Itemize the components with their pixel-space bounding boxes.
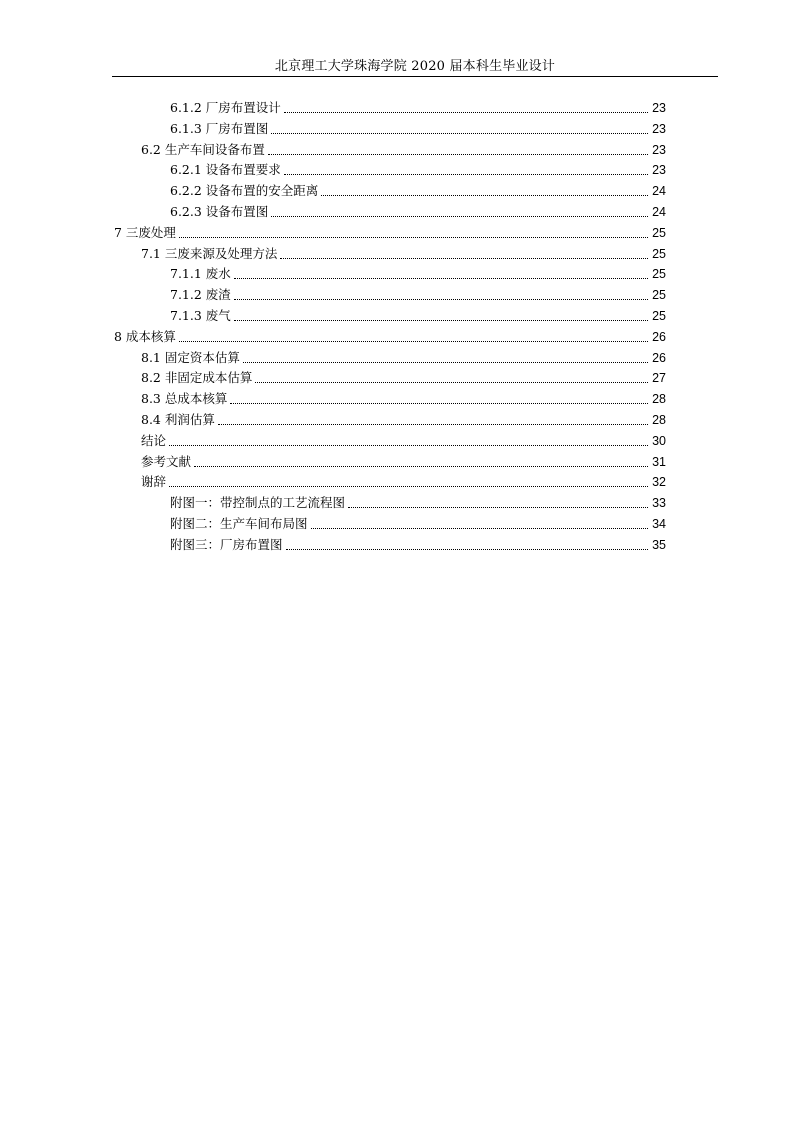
toc-entry-page-number: 23 [652,121,666,136]
toc-dot-leader [169,485,648,487]
toc-dot-leader [179,236,648,238]
toc-entry-page-number: 25 [652,309,666,323]
toc-entry-title: 6.2.2 设备布置的安全距离 [170,183,319,199]
toc-entry-page-number: 35 [652,537,666,552]
toc-entry-title: 结论 [141,432,167,448]
toc-entry-title: 7.1 三废来源及处理方法 [141,245,278,261]
toc-entry-title: 8.4 利润估算 [141,412,215,427]
toc-dot-leader [268,153,648,155]
toc-dot-leader [194,465,648,467]
toc-entry[interactable] [141,429,666,449]
toc-entry-page-number: 28 [652,392,666,407]
toc-entry-page-number: 32 [652,475,666,490]
toc-entry-title: 6.1.3 厂房布置图 [170,120,269,136]
toc-entry-page-number: 33 [652,496,666,511]
toc-entry[interactable] [114,221,666,241]
toc-entry[interactable] [170,512,666,532]
toc-entry[interactable] [114,325,666,345]
toc-entry-page-number: 23 [652,101,666,115]
toc-entry[interactable] [141,242,666,262]
toc-entry[interactable] [141,470,666,490]
toc-entry[interactable] [141,450,666,470]
toc-entry-title: 6.2.1 设备布置要求 [170,162,281,178]
toc-entry[interactable] [170,304,666,324]
toc-entry[interactable] [170,96,666,116]
running-header: 北京理工大学珠海学院 2020 届本科生毕业设计 [274,59,556,74]
toc-entry-page-number: 26 [652,329,666,344]
toc-dot-leader [230,402,648,404]
toc-entry-page-number: 30 [652,433,666,448]
toc-entry[interactable] [170,491,666,511]
toc-dot-leader [286,548,648,550]
toc-entry-title: 8.2 非固定成本估算 [141,370,253,386]
toc-entry-page-number: 24 [652,184,666,199]
toc-entry-page-number: 25 [652,225,666,240]
toc-entry-title: 附图三：厂房布置图 [170,536,283,552]
toc-dot-leader [255,381,648,383]
header-rule [112,76,718,77]
toc-entry-page-number: 23 [652,163,666,178]
toc-entry-title: 附图二：生产车间布局图 [170,516,308,531]
toc-dot-leader [284,173,648,175]
toc-dot-leader [179,340,648,342]
toc-entry-page-number: 25 [652,267,666,282]
toc-entry-title: 7.1.3 废气 [170,308,231,323]
toc-entry-title: 7.1.1 废水 [170,266,231,282]
toc-dot-leader [271,132,648,134]
toc-dot-leader [169,444,648,446]
toc-dot-leader [234,319,648,321]
toc-entry-title: 6.1.2 厂房布置设计 [170,100,281,115]
toc-entry-title: 谢辞 [141,474,167,490]
toc-entry-title: 6.2 生产车间设备布置 [141,141,265,157]
toc-entry-page-number: 26 [652,350,666,365]
toc-dot-leader [280,257,648,259]
toc-entry-page-number: 23 [652,142,666,157]
toc-entry[interactable] [170,179,666,199]
toc-entry-page-number: 27 [652,371,666,386]
toc-entry[interactable] [170,283,666,303]
toc-entry[interactable] [141,408,666,428]
toc-entry-page-number: 34 [652,517,666,531]
toc-dot-leader [321,194,648,196]
toc-entry[interactable] [170,117,666,137]
toc-entry-title: 8.1 固定资本估算 [141,349,240,365]
toc-entry[interactable] [141,346,666,366]
toc-entry-page-number: 24 [652,205,666,219]
toc-entry[interactable] [141,366,666,386]
toc-entry-page-number: 28 [652,413,666,427]
toc-entry-title: 7.1.2 废渣 [170,287,231,303]
toc-entry-title: 参考文献 [141,453,192,469]
toc-entry[interactable] [170,262,666,282]
toc-entry-title: 6.2.3 设备布置图 [170,204,269,219]
toc-dot-leader [234,277,648,279]
toc-entry[interactable] [141,387,666,407]
toc-dot-leader [284,111,648,113]
toc-entry-title: 附图一：带控制点的工艺流程图 [170,495,346,511]
toc-dot-leader [243,361,648,363]
toc-entry[interactable] [170,158,666,178]
toc-entry[interactable] [170,533,666,553]
toc-dot-leader [218,423,648,425]
toc-entry[interactable] [170,200,666,220]
toc-entry-title: 7 三废处理 [114,224,176,240]
toc-entry-page-number: 25 [652,288,666,303]
toc-entry-title: 8 成本核算 [114,328,176,344]
toc-dot-leader [311,527,648,529]
toc-entry-title: 8.3 总成本核算 [141,391,228,407]
toc-dot-leader [348,506,648,508]
toc-entry[interactable] [141,138,666,158]
toc-entry-page-number: 25 [652,246,666,261]
toc-dot-leader [234,298,648,300]
toc-entry-page-number: 31 [652,454,666,469]
toc-dot-leader [271,215,648,217]
